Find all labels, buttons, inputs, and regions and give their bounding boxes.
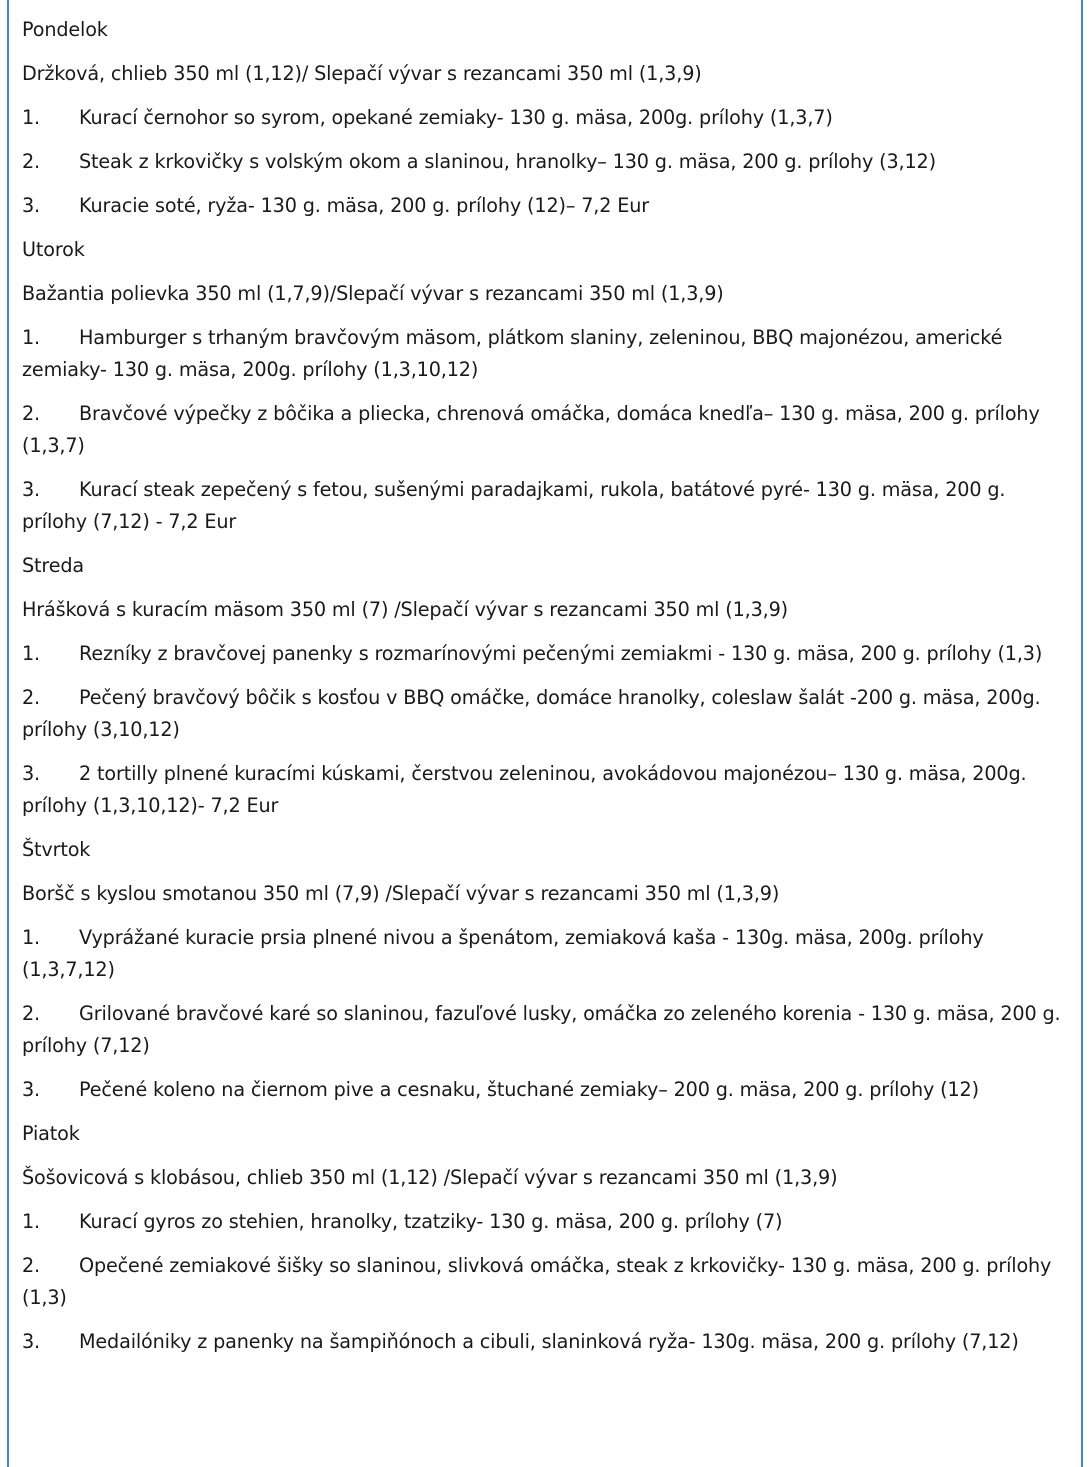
item-number: 3. bbox=[22, 1330, 41, 1353]
menu-item bbox=[22, 1250, 1070, 1314]
item-text: 2 tortilly plnené kuracími kúskami, čerstvou zeleninou, avokádovou majonézou– 130 g. mäsa, 200g. prílohy (1,3,10,12)- 7,2 Eur bbox=[22, 762, 1027, 817]
menu-item bbox=[22, 998, 1070, 1062]
item-number: 2. bbox=[22, 402, 41, 425]
item-number: 3. bbox=[22, 194, 41, 217]
menu-document bbox=[22, 14, 1070, 1370]
day-heading-piatok: Piatok bbox=[22, 1122, 80, 1145]
day-heading-streda: Streda bbox=[22, 554, 85, 577]
item-text: Opečené zemiakové šišky so slaninou, slivková omáčka, steak z krkovičky- 130 g. mäsa, 200 g. prílohy (1,3) bbox=[22, 1254, 1052, 1309]
item-text: Grilované bravčové karé so slaninou, fazuľové lusky, omáčka zo zeleného korenia - 130 g. mäsa, 200 g. prílohy (7,12) bbox=[22, 1002, 1061, 1057]
item-text: Kurací černohor so syrom, opekané zemiaky- 130 g. mäsa, 200g. prílohy (1,3,7) bbox=[79, 106, 833, 129]
item-text: Steak z krkovičky s volským okom a slaninou, hranolky– 130 g. mäsa, 200 g. prílohy (3,12) bbox=[79, 150, 936, 173]
item-number: 1. bbox=[22, 106, 41, 129]
soup-line-pondelok: Držková, chlieb 350 ml (1,12)/ Slepačí vývar s rezancami 350 ml (1,3,9) bbox=[22, 62, 702, 85]
menu-item bbox=[22, 398, 1070, 462]
menu-item bbox=[22, 638, 1070, 670]
item-text: Rezníky z bravčovej panenky s rozmarínovými pečenými zemiakmi - 130 g. mäsa, 200 g. prílohy (1,3) bbox=[79, 642, 1043, 665]
item-number: 3. bbox=[22, 478, 41, 501]
menu-item bbox=[22, 102, 1070, 134]
day-heading-stvrtok: Štvrtok bbox=[22, 838, 91, 861]
soup-line-piatok: Šošovicová s klobásou, chlieb 350 ml (1,12) /Slepačí vývar s rezancami 350 ml (1,3,9) bbox=[22, 1166, 838, 1189]
item-number: 1. bbox=[22, 326, 41, 349]
item-number: 2. bbox=[22, 1002, 41, 1025]
soup-line-utorok: Bažantia polievka 350 ml (1,7,9)/Slepačí vývar s rezancami 350 ml (1,3,9) bbox=[22, 282, 724, 305]
item-number: 3. bbox=[22, 1078, 41, 1101]
menu-item bbox=[22, 922, 1070, 986]
item-number: 3. bbox=[22, 762, 41, 785]
item-text: Kurací gyros zo stehien, hranolky, tzatziky- 130 g. mäsa, 200 g. prílohy (7) bbox=[79, 1210, 783, 1233]
item-text: Kurací steak zepečený s fetou, sušenými paradajkami, rukola, batátové pyré- 130 g. mäsa, 200 g. prílohy (7,12) - 7,2 Eur bbox=[22, 478, 1006, 533]
item-text: Pečené koleno na čiernom pive a cesnaku, štuchané zemiaky– 200 g. mäsa, 200 g. prílohy (12) bbox=[79, 1078, 979, 1101]
item-number: 2. bbox=[22, 686, 41, 709]
item-text: Kuracie soté, ryža- 130 g. mäsa, 200 g. prílohy (12)– 7,2 Eur bbox=[79, 194, 649, 217]
item-text: Hamburger s trhaným bravčovým mäsom, plátkom slaniny, zeleninou, BBQ majonézou, americké zemiaky- 130 g. mäsa, 200g. prílohy (1,3,10,12) bbox=[22, 326, 1003, 381]
menu-item bbox=[22, 758, 1070, 822]
item-number: 1. bbox=[22, 1210, 41, 1233]
item-number: 1. bbox=[22, 926, 41, 949]
menu-item bbox=[22, 146, 1070, 178]
item-number: 2. bbox=[22, 1254, 41, 1277]
item-text: Pečený bravčový bôčik s kosťou v BBQ omáčke, domáce hranolky, coleslaw šalát -200 g. mäsa, 200g. prílohy (3,10,12) bbox=[22, 686, 1041, 741]
soup-line-stvrtok: Boršč s kyslou smotanou 350 ml (7,9) /Slepačí vývar s rezancami 350 ml (1,3,9) bbox=[22, 882, 780, 905]
menu-item bbox=[22, 682, 1070, 746]
soup-line-streda: Hrášková s kuracím mäsom 350 ml (7) /Slepačí vývar s rezancami 350 ml (1,3,9) bbox=[22, 598, 789, 621]
menu-item bbox=[22, 474, 1070, 538]
menu-item bbox=[22, 1206, 1070, 1238]
item-text: Medailóniky z panenky na šampiňónoch a cibuli, slaninková ryža- 130g. mäsa, 200 g. prílohy (7,12) bbox=[79, 1330, 1019, 1353]
menu-item bbox=[22, 322, 1070, 386]
item-number: 1. bbox=[22, 642, 41, 665]
item-number: 2. bbox=[22, 150, 41, 173]
day-heading-pondelok: Pondelok bbox=[22, 18, 108, 41]
item-text: Vyprážané kuracie prsia plnené nivou a špenátom, zemiaková kaša - 130g. mäsa, 200g. prílohy (1,3,7,12) bbox=[22, 926, 984, 981]
day-heading-utorok: Utorok bbox=[22, 238, 85, 261]
item-text: Bravčové výpečky z bôčika a pliecka, chrenová omáčka, domáca knedľa– 130 g. mäsa, 200 g. prílohy (1,3,7) bbox=[22, 402, 1040, 457]
menu-item bbox=[22, 1074, 1070, 1106]
menu-item bbox=[22, 190, 1070, 222]
menu-item bbox=[22, 1326, 1070, 1358]
